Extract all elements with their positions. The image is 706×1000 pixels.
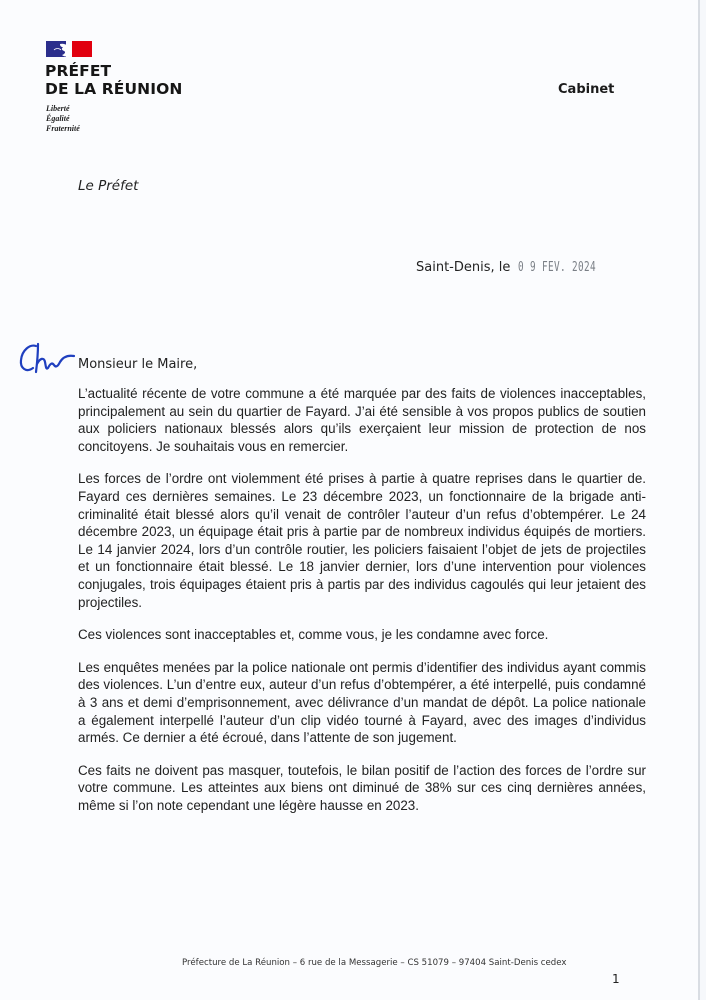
wordmark-line-1: PRÉFET bbox=[45, 62, 112, 80]
motto-liberte: Liberté bbox=[46, 104, 70, 113]
motto-fraternite: Fraternité bbox=[46, 124, 80, 133]
paragraph: Ces faits ne doivent pas masquer, toutefois, le bilan positif de l’action des forces de l’ordre sur votre commune. Les atteintes aux biens ont diminué de 38% sur ces cinq dernières années, même si l’on note cependant une légère hausse en 2023. bbox=[78, 762, 646, 813]
prefecture-wordmark bbox=[45, 62, 182, 98]
page-number: 1 bbox=[612, 972, 620, 986]
department-label: Cabinet bbox=[558, 82, 615, 97]
dateline-place: Saint-Denis, le bbox=[416, 260, 511, 275]
paragraph: Ces violences sont inacceptables et, comme vous, je les condamne avec force. bbox=[78, 627, 549, 643]
paragraph: Les enquêtes menées par la police nationale ont permis d’identifier des individus ayant commis des violences. L’un d’entre eux, auteur d’un refus d’obtempérer, a été interpellé, puis condamné à 3 ans et demi d’emprisonnement, avec délivrance d’un mandat de dépôt. La police nationale a également interpellé l’auteur d’un clip vidéo tourné à Fayard, avec des images d’individus armés. Ce dernier a été écroué, dans l’attente de son jugement. bbox=[78, 659, 646, 746]
dateline bbox=[416, 260, 627, 275]
marianne-flag-icon bbox=[46, 41, 92, 57]
date-stamp: 0 9 FEV. 2024 bbox=[518, 260, 597, 275]
salutation: Monsieur le Maire, bbox=[78, 357, 198, 372]
republic-motto bbox=[46, 104, 80, 134]
handwritten-initials-signature bbox=[16, 340, 82, 376]
wordmark-line-2: DE LA RÉUNION bbox=[45, 80, 183, 98]
paragraph: L’actualité récente de votre commune a été marquée par des faits de violences inacceptables, principalement au sein du quartier de Fayard. J’ai été sensible à vos propos publics de soutien aux policiers nationaux blessés alors qu’ils exerçaient leur mission de protection de nos concitoyens. Je souhaitais vous en remercier. bbox=[78, 386, 646, 454]
paragraph: Les forces de l’ordre ont violemment été prises à partie à quatre reprises dans le quartier de. Fayard ces dernières semaines. Le 23 décembre 2023, un fonctionnaire de la brigade anti-criminalité était blessé alors qu’il venait de contrôler l’auteur d’un refus d’obtempérer. Le 24 décembre 2023, un équipage était pris à partie par de nombreux individus équipés de mortiers. Le 14 janvier 2024, lors d’un contrôle routier, les policiers faisaient l’objet de jets de projectiles et un fonctionnaire était blessé. Le 18 janvier dernier, lors d’une intervention pour violences conjugales, trois équipages étaient pris à partis par des individus cagoulés qui leur jetaient des projectiles. bbox=[78, 471, 646, 610]
footer-address: Préfecture de La Réunion – 6 rue de la Messagerie – CS 51079 – 97404 Saint-Denis cedex bbox=[182, 958, 567, 968]
sender-title: Le Préfet bbox=[78, 178, 139, 194]
motto-egalite: Égalité bbox=[46, 114, 70, 123]
letter-body bbox=[78, 385, 646, 829]
